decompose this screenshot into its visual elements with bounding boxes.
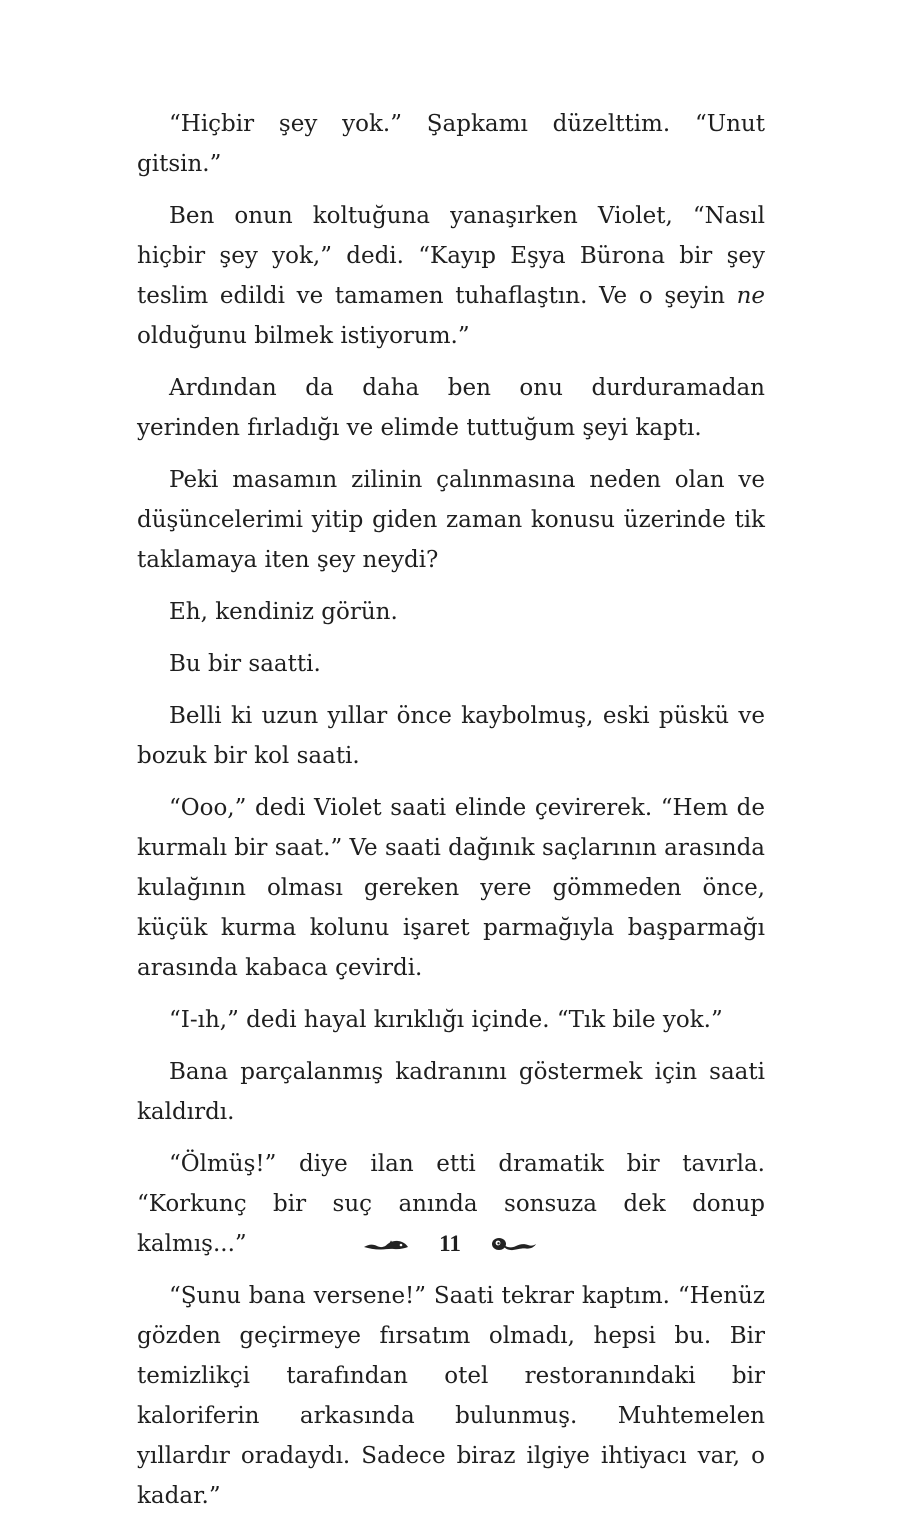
paragraph-6: Bu bir saatti. xyxy=(169,651,321,677)
paragraph-9: “I-ıh,” dedi hayal kırıklığı içinde. “Tık bile yok.” xyxy=(169,1007,723,1033)
paragraph-5: Eh, kendiniz görün. xyxy=(169,599,398,625)
paragraph-2-end: olduğunu bilmek istiyorum.” xyxy=(137,323,470,349)
paragraph-11: “Ölmüş!” diye ilan etti dramatik bir tavırla. “Korkunç bir suç anında sonsuza dek donup kalmış...” xyxy=(137,1151,765,1257)
paragraph-8: “Ooo,” dedi Violet saati elinde çevirerek. “Hem de kurmalı bir saat.” Ve saati dağınık saçlarının arasında kulağının olması gereken yere gömmeden önce, küçük kurma kolunu işaret parmağıyla başparmağı arasında kabaca çevirdi. xyxy=(137,795,765,981)
page-body xyxy=(137,104,765,1516)
paragraph-3: Ardından da daha ben onu durduramadan yerinden fırladığı ve elimde tuttuğum şeyi kaptı. xyxy=(137,375,765,441)
paragraph-1: “Hiçbir şey yok.” Şapkamı düzelttim. “Unut gitsin.” xyxy=(137,111,765,177)
swimming-creature-right-icon xyxy=(491,1235,537,1253)
page-footer xyxy=(0,1224,900,1264)
page-number: 11 xyxy=(439,1231,461,1256)
paragraph-4: Peki masamın zilinin çalınmasına neden olan ve düşüncelerimi yitip giden zaman konusu üzerinde tik taklamaya iten şey neydi? xyxy=(137,467,765,573)
paragraph-12: “Şunu bana versene!” Saati tekrar kaptım. “Henüz gözden geçirmeye fırsatım olmadı, hepsi bu. Bir temizlikçi tarafından otel restoranındaki bir kaloriferin arkasında bulunmuş. Muhtemelen yıllardır oradaydı. Sadece biraz ilgiye ihtiyacı var, o kadar.” xyxy=(137,1283,765,1509)
paragraph-2-start: Ben onun koltuğuna yanaşırken Violet, “Nasıl hiçbir şey yok,” dedi. “Kayıp Eşya Bürona bir şey teslim edildi ve tamamen tuhaflaştın. Ve o şeyin xyxy=(137,203,765,309)
paragraph-2 xyxy=(137,196,765,356)
emphasis-ne: ne xyxy=(736,283,765,309)
paragraph-7: Belli ki uzun yıllar önce kaybolmuş, eski püskü ve bozuk bir kol saati. xyxy=(137,703,765,769)
swimming-creature-left-icon xyxy=(363,1235,409,1253)
paragraph-10: Bana parçalanmış kadranını göstermek için saati kaldırdı. xyxy=(137,1059,765,1125)
